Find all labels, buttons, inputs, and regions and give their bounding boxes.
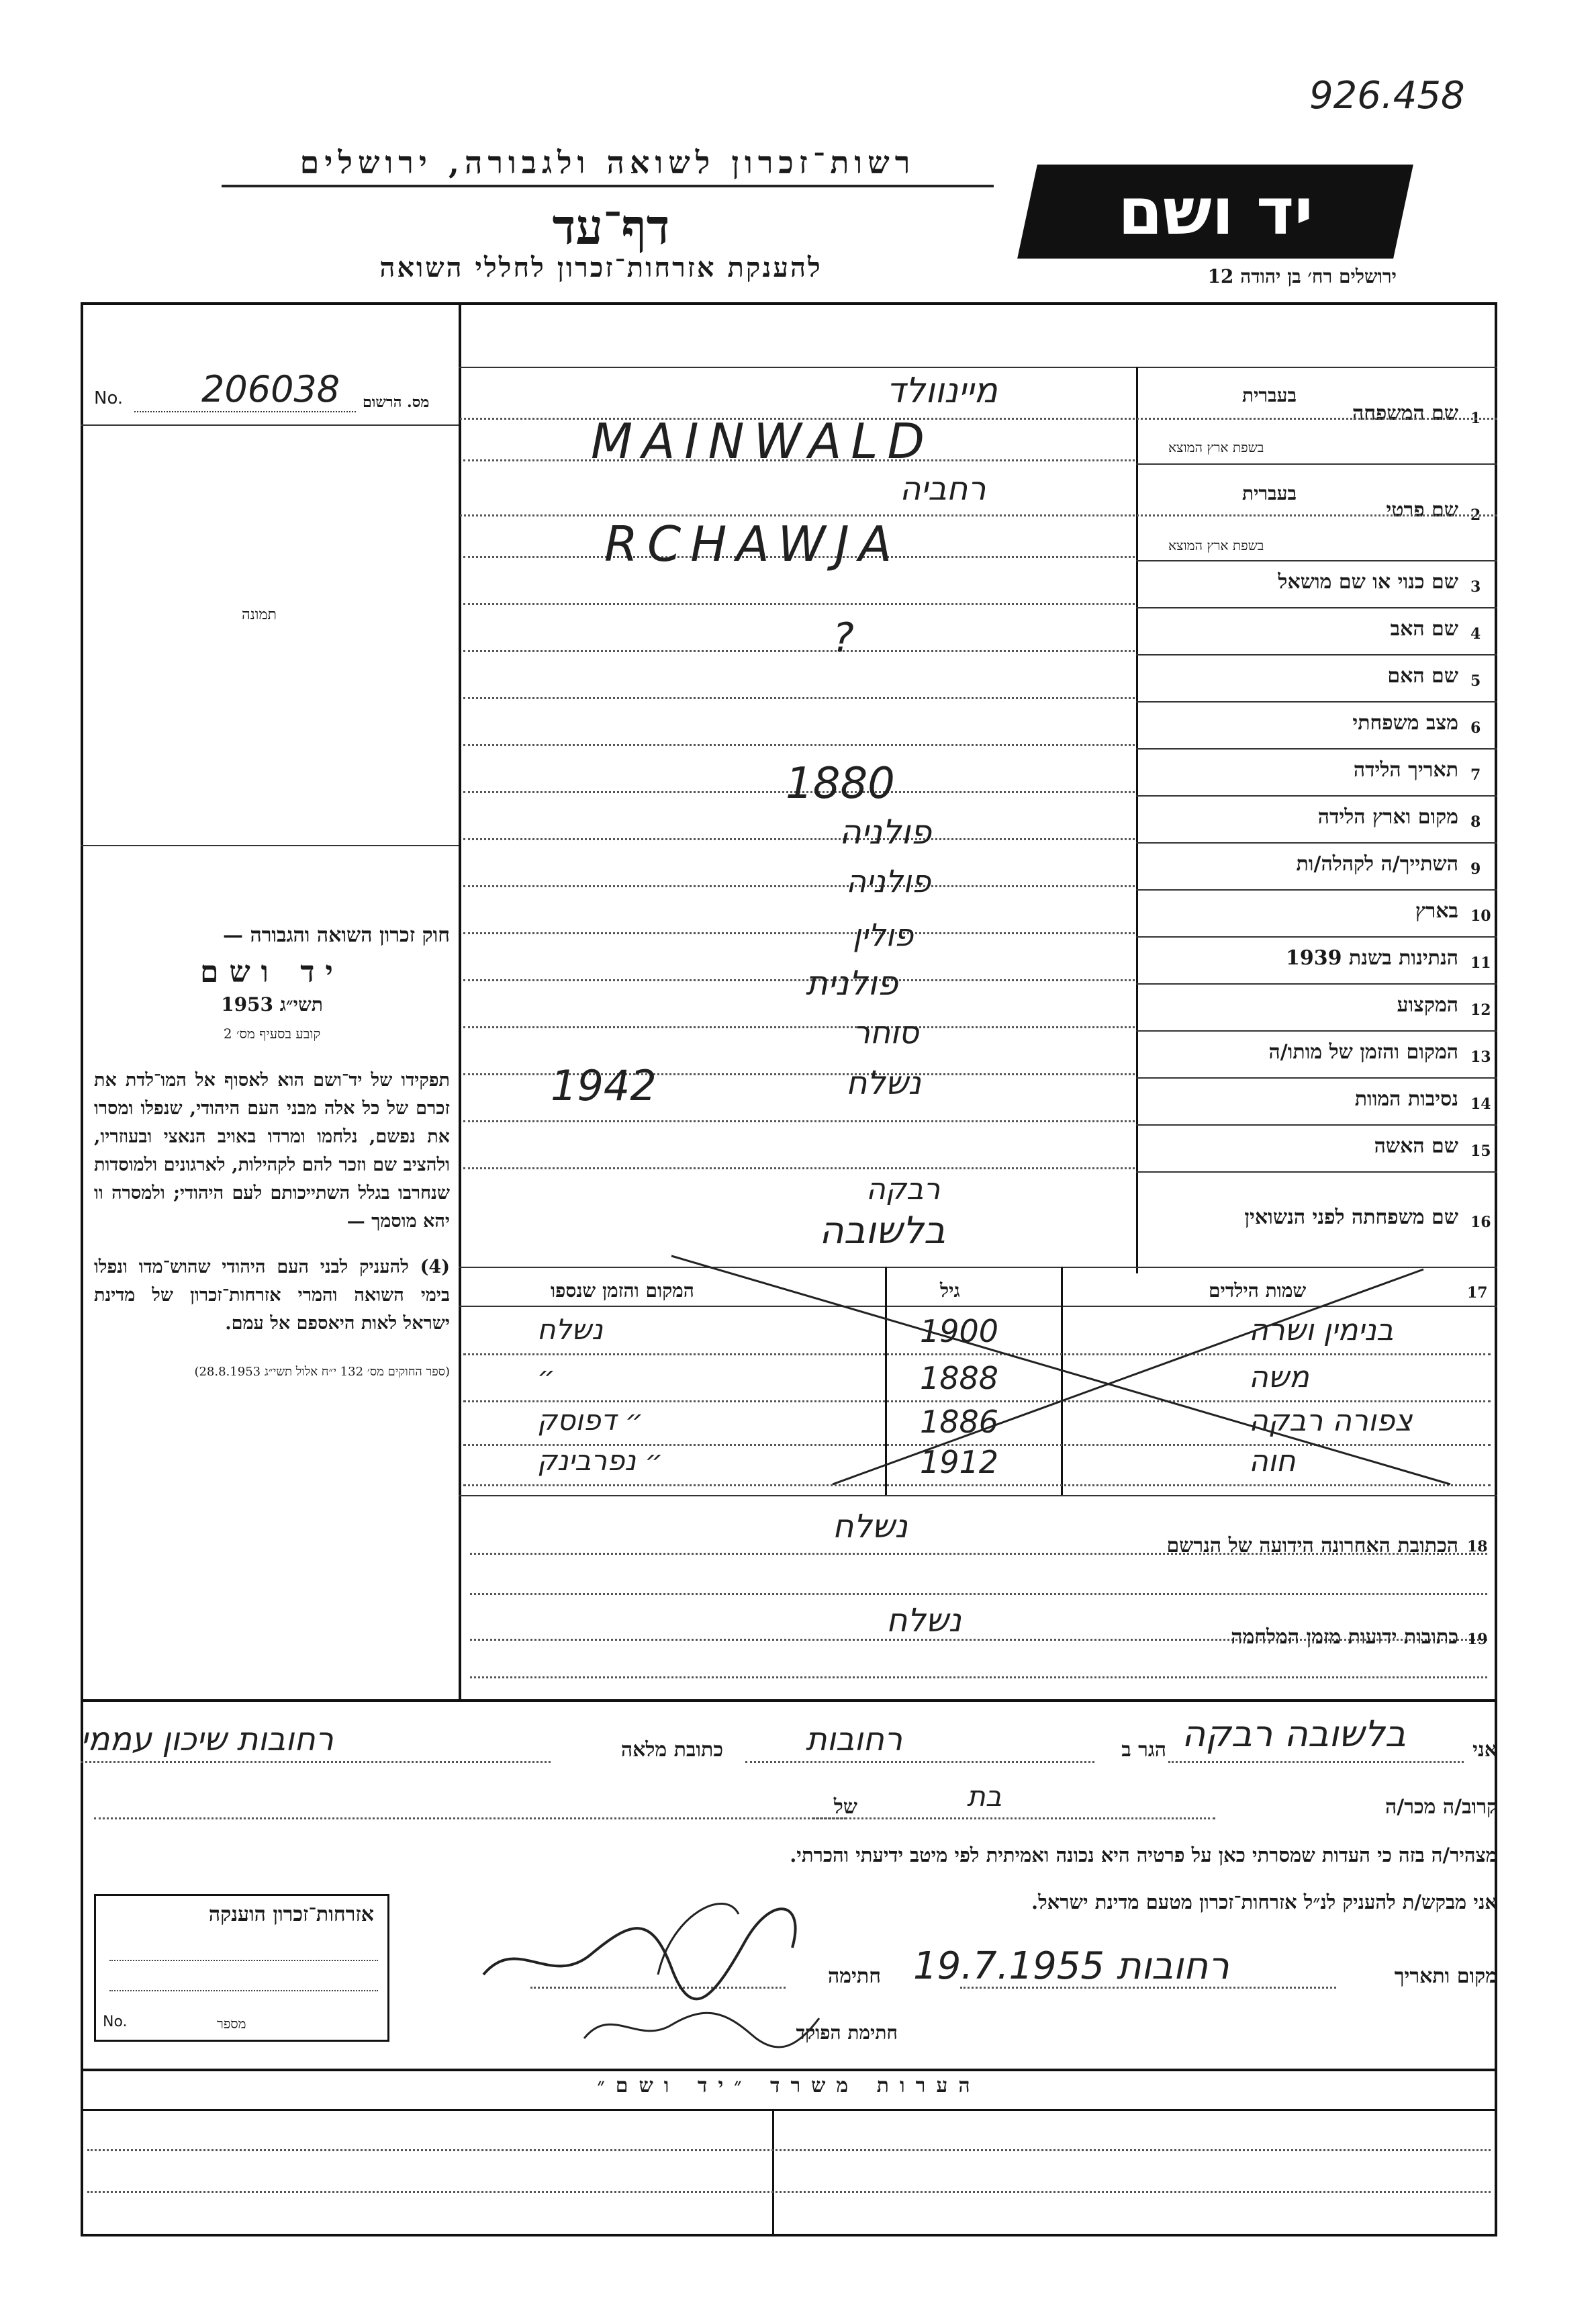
field-label: שם האם (1387, 664, 1458, 688)
registration-no-label: No. (94, 388, 124, 408)
field-label: המקום והזמן של מותו/ה (1268, 1040, 1458, 1064)
firstname-hebrew-sublabel: בעברית (1242, 482, 1297, 504)
field-label: שם האב (1390, 617, 1458, 641)
declarant-value: בלשובה רבקה (1182, 1713, 1406, 1755)
relative-value: בת (967, 1780, 1002, 1813)
resident-line (745, 1761, 1094, 1763)
field-row-line (1136, 463, 1497, 465)
registration-number: 206038 (201, 368, 340, 410)
field-row-line (1136, 889, 1497, 891)
community-value: פולניה (846, 863, 931, 899)
field-number: 6 (1470, 719, 1481, 737)
firstname-origin-sublabel: בשפת ארץ המוצא (1168, 537, 1264, 553)
form-title: דף־עד (552, 198, 670, 255)
child-age: 1900 (920, 1313, 999, 1349)
resident-label: הגר ב (1121, 1738, 1166, 1762)
signature-label: חתימה (828, 1964, 881, 1988)
field-value-line (463, 838, 1135, 840)
field-number: 10 (1470, 907, 1491, 925)
memorial-citizenship-box (94, 1894, 389, 2042)
memorial-box-title: אזרחות־זכרון הוענקה (208, 1903, 374, 1926)
field-value-line (463, 1120, 1135, 1122)
field-row-line (1136, 654, 1497, 656)
field18-value: נשלח (833, 1508, 908, 1545)
photo-label: תמונה (242, 606, 277, 623)
field-label: מקום וארץ הלידה (1317, 805, 1458, 829)
law-body: תפקידו של יד־ושם הוא לאסוף אל המו־לדת את זכרם של כל אלה מבני העם היהודי, שנפלו ומסרו את נפשם, נלחמו ומרדו באויב הנאצי ובעוזריו, ולהציב שם וזכר להם לקהילות, לארגונים ולמוסדות שנחרבו בגלל השתייכותם לעם היהודי; ולמסרה וו יהא מוסמך — (94, 1070, 450, 1232)
field-label: שם המשפחה (1352, 402, 1458, 425)
field-value-line (463, 744, 1135, 746)
field-label: שם משפחתה לפני הנשואין (1244, 1206, 1458, 1229)
statement-2: אני מבקש/ת להעניק לנ״ל אזרחות־זכרון מטעם מדינת ישראל. (1031, 1891, 1497, 1913)
child-age: 1886 (920, 1404, 999, 1440)
firstname-hebrew-value: רחביה (900, 470, 986, 508)
law-year: תשי״ג 1953 (221, 993, 323, 1015)
field-label: מצב משפחתי (1352, 711, 1458, 735)
statement-1: מצהיר/ה בזה כי העדות שמסרתי כאן על פרטיה היא נכונה ואמיתית לפי מיטב ידיעתי והכרתי. (790, 1844, 1497, 1866)
relative-label: קרוב/ה מכר/ה (1385, 1795, 1497, 1819)
child-name: בנימין ושרה (1249, 1313, 1394, 1347)
field-number: 3 (1470, 578, 1481, 596)
officer-signature (577, 1998, 833, 2059)
child-place: ״ (537, 1360, 556, 1393)
field19-label: כתובות ידועות מזמן המלחמה (1231, 1625, 1458, 1649)
field-number: 12 (1470, 1001, 1491, 1019)
children-number: 17 (1467, 1284, 1488, 1302)
field-number: 15 (1470, 1142, 1491, 1160)
field-number: 14 (1470, 1095, 1491, 1113)
law-body-2: (4) להעניק לבני העם היהודי שהוש־מדו ונפלו בימי השואה והמרי אזרחות־זכרון של מדינת ישראל לאות היאספם אל עמם. (94, 1257, 450, 1334)
field-label: השתייך/ה לקהלה/ות (1296, 852, 1458, 876)
yad-vashem-logo (1017, 165, 1413, 259)
field-label: תאריך הלידה (1353, 758, 1458, 782)
surname-hebrew-sublabel: בעברית (1242, 384, 1297, 406)
field-row-line (1136, 795, 1497, 797)
child-place: ״ נפרבינק (537, 1444, 663, 1477)
field-row-line (1136, 1171, 1497, 1173)
field-row-line (1136, 701, 1497, 703)
resident-value: רחובות (806, 1721, 902, 1758)
law-footnote: (ספר החוקים מס׳ 132 י״ח אלול תשי״ג 28.8.1953) (194, 1365, 450, 1379)
form-subtitle: להענקת אזרחות־זכרון לחללי השואה (379, 252, 823, 283)
field-row-line (1136, 748, 1497, 750)
office-notes-line-2 (87, 2191, 1491, 2193)
place-date-label: מקום ותאריך (1394, 1964, 1497, 1988)
top-row-line (459, 367, 1497, 368)
child-age: 1888 (920, 1360, 999, 1396)
address-label: כתובת מלאה (620, 1738, 723, 1762)
firstname-origin-value: RCHAWJA (604, 516, 902, 572)
field-number: 2 (1470, 506, 1481, 524)
law-title: חוק זכרון השואה והגבורה — (223, 923, 450, 947)
field-value-line (463, 697, 1135, 699)
field-label: המקצוע (1397, 993, 1458, 1017)
surname-hebrew-value: מיינוולד (886, 371, 998, 411)
field-label: הנתינות בשנת 1939 (1285, 946, 1458, 970)
field-row-line (1136, 842, 1497, 844)
field-number: 8 (1470, 813, 1481, 831)
field-row-line (1136, 1124, 1497, 1126)
field19-number: 19 (1467, 1631, 1488, 1648)
surname-origin-value: MAINWALD (591, 413, 934, 469)
declarant-line (1168, 1761, 1464, 1763)
field-number: 1 (1470, 410, 1481, 427)
field-value-line (463, 932, 1135, 934)
logo-address: ירושלים רח׳ בן יהודה 12 (1207, 265, 1397, 287)
declarant-signature (457, 1874, 833, 2008)
law-text-block (94, 923, 450, 1379)
field18-line-2 (470, 1593, 1487, 1595)
registration-underline (134, 411, 356, 412)
address-value: רחובות שיכון עממי (81, 1721, 334, 1758)
file-number: 926.458 (1309, 74, 1465, 118)
memorial-box-no: No. (103, 2014, 128, 2030)
declarant-label: אני (1472, 1738, 1497, 1762)
field-row-line (1136, 983, 1497, 985)
office-notes-divider (772, 2109, 774, 2236)
field-value-line (463, 979, 1135, 981)
field-row-line (1136, 1030, 1497, 1032)
address-line (81, 1761, 551, 1763)
child-place: נשלח (537, 1313, 603, 1346)
child-place: ״ דפוסק (537, 1404, 644, 1437)
children-header-place: המקום והזמן שנספו (551, 1279, 694, 1302)
relative-line (812, 1817, 1215, 1819)
field-value-line (463, 885, 1135, 887)
office-notes-title: הערות משרד ״יד ושם״ (597, 2074, 981, 2097)
field-value-line (463, 603, 1135, 605)
child-name: משה (1249, 1360, 1309, 1394)
child-age: 1912 (920, 1444, 999, 1480)
photo-bottom-line (81, 845, 459, 846)
field-label: שם פרטי (1386, 498, 1458, 522)
law-clause: קובע בסעיף מס׳ 2 (223, 1026, 321, 1042)
death-year-value: 1942 (551, 1061, 657, 1110)
logo-text: יד ושם (1117, 174, 1313, 249)
field18-number: 18 (1467, 1538, 1488, 1555)
field-value-line (463, 1167, 1135, 1169)
field-row-line (1136, 607, 1497, 608)
of-label: של (833, 1795, 857, 1819)
country-value: פולין (853, 917, 914, 953)
field-number: 13 (1470, 1048, 1491, 1066)
field-number: 11 (1470, 954, 1491, 972)
strike-through-marks (658, 1242, 1464, 1498)
declaration-top-line (81, 1699, 1497, 1702)
surname-origin-sublabel: בשפת ארץ המוצא (1168, 439, 1264, 455)
field-number: 5 (1470, 672, 1481, 690)
field-label: שם כנוי או שם מושאל (1278, 570, 1458, 594)
field-label: בארץ (1415, 899, 1458, 923)
office-notes-line-1 (87, 2149, 1491, 2151)
field-number: 7 (1470, 766, 1481, 784)
field-number: 16 (1470, 1214, 1491, 1231)
of-line (94, 1817, 846, 1819)
field-row-line (1136, 560, 1497, 561)
field18-label: הכתובת האחרונה הידועה של הנרשם (1166, 1534, 1458, 1557)
field-label: נסיבות המוות (1354, 1087, 1458, 1111)
wife-maiden-value: בלשובה (819, 1209, 946, 1253)
office-notes-header-line (81, 2109, 1497, 2111)
birth-date-value: 1880 (786, 759, 895, 809)
label-divider (1136, 367, 1138, 1273)
wife-value: רבקה (866, 1172, 941, 1206)
field-row-line (1136, 1077, 1497, 1079)
registration-row-line (81, 424, 459, 426)
father-value: ? (833, 615, 854, 662)
memorial-box-number-label: מספר (217, 2016, 246, 2032)
field-value-line (463, 650, 1135, 652)
place-date-value: רחובות 19.7.1955 (913, 1944, 1229, 1988)
field-number: 4 (1470, 625, 1481, 643)
field-row-line (1136, 936, 1497, 938)
death-place-value: נשלח (846, 1065, 921, 1102)
officer-signature-label: חתימת הפוקד (796, 2022, 898, 2044)
office-notes-top-line (81, 2069, 1497, 2071)
field19-line-2 (470, 1676, 1487, 1678)
child-name: צפורה רבקה (1249, 1404, 1413, 1438)
children-header-names: שמות הילדים (1209, 1279, 1307, 1302)
children-header-age: גיל (940, 1279, 960, 1302)
authority-title: רשות־זכרון לשואה ולגבורה, ירושלים (222, 144, 994, 187)
registration-label: מס. הרשום (363, 394, 430, 411)
nationality-value: פולנית (806, 964, 898, 1003)
field-label: שם האשה (1374, 1134, 1458, 1158)
birth-place-value: פולניה (839, 813, 932, 852)
field19-value: נשלח (886, 1602, 961, 1639)
field-value-line (463, 1026, 1135, 1028)
law-name: יד ושם (200, 955, 344, 989)
field-number: 9 (1470, 860, 1481, 878)
child-name: חוה (1249, 1444, 1296, 1478)
left-column-divider (459, 302, 461, 1699)
profession-value: סוחר (853, 1014, 919, 1050)
